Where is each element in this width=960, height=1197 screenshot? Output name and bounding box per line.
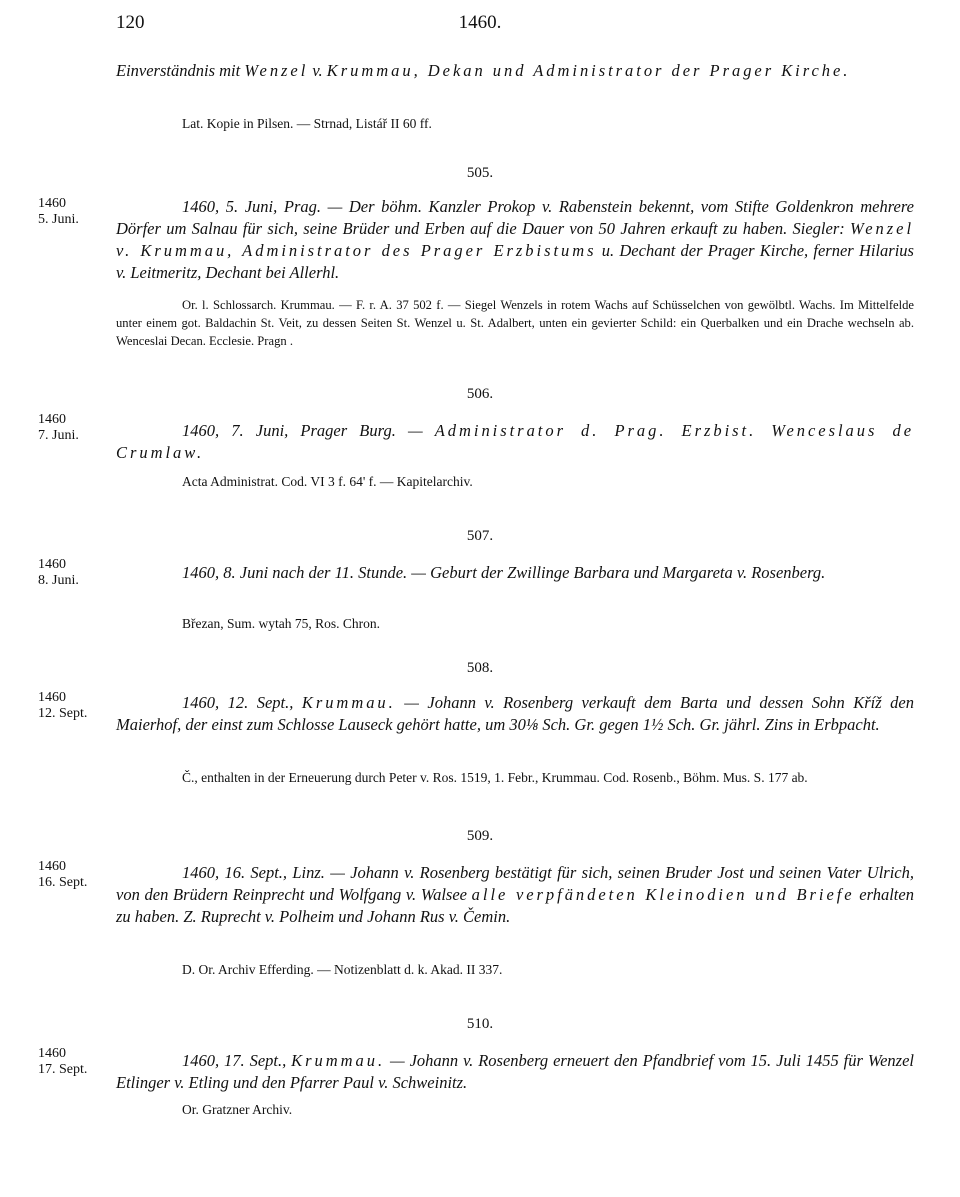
entry-title-a: 1460, 12. Sept.,: [182, 693, 302, 712]
entry-title-a: 1460, 7. Juni, Prager Burg. —: [182, 421, 435, 440]
entry-title: [116, 562, 914, 584]
entry-title-a: 1460, 16. Sept., Linz. — Johann v. Rosenberg bestätigt für sich, seinen Bruder Jost und seinen Vater Ulrich, von den Brüdern Reinprecht und Wolfgang v. Walsee: [116, 863, 914, 904]
margin-day: 8. Juni.: [38, 573, 79, 588]
intro-text: [116, 60, 914, 82]
margin-day: 7. Juni.: [38, 428, 79, 443]
margin-year: 1460: [38, 859, 66, 874]
margin-date: [38, 412, 110, 444]
entry-title-b: Wenzel v. Krummau, Administrator des Prager Erzbistums: [116, 219, 914, 260]
entry-source: D. Or. Archiv Efferding. — Notizenblatt d. k. Akad. II 337.: [182, 962, 503, 977]
entry-title: [116, 1050, 914, 1094]
margin-day: 16. Sept.: [38, 875, 88, 890]
margin-year: 1460: [38, 690, 66, 705]
margin-year: 1460: [38, 412, 66, 427]
entry-title: [116, 196, 914, 284]
entry-title-c: erhalten zu haben. Z. Ruprecht v. Polheim und Johann Rus v. Čemin.: [116, 885, 914, 926]
entry-title: [116, 420, 914, 464]
margin-day: 5. Juni.: [38, 212, 79, 227]
entry-title-b: Krummau.: [301, 693, 396, 712]
entry-number: 509.: [466, 828, 494, 844]
entry-source: Or. Gratzner Archiv.: [182, 1102, 293, 1117]
margin-day: 12. Sept.: [38, 706, 88, 721]
entry-title-a: 1460, 8. Juni nach der 11. Stunde. — Geburt der Zwillinge Barbara und Margareta v. Rosenberg.: [182, 563, 826, 582]
entry-title-b: alle verpfändeten Kleinodien und Briefe: [471, 885, 855, 904]
entry-title-b: Krummau.: [291, 1051, 386, 1070]
intro-text-a: Einverständnis mit: [116, 61, 245, 80]
intro-text-b: Wenzel: [244, 61, 309, 80]
margin-day: 17. Sept.: [38, 1062, 88, 1077]
margin-date: [38, 557, 110, 589]
intro-text-c: v.: [308, 61, 327, 80]
intro-text-d: Krummau,: [326, 61, 421, 80]
entry-source: Březan, Sum. wytah 75, Ros. Chron.: [182, 616, 380, 631]
entry-source: Acta Administrat. Cod. VI 3 f. 64' f. — Kapitelarchiv.: [182, 474, 473, 489]
margin-date: [38, 690, 110, 722]
margin-date: [38, 859, 110, 891]
entry-title-b: Administrator d. Prag. Erzbist. Wenceslaus de Crumlaw.: [116, 421, 914, 462]
intro-text-e: Dekan und Administrator der Prager Kirche.: [420, 61, 851, 80]
entry-number: 510.: [466, 1016, 494, 1032]
entry-number: 505.: [466, 165, 494, 181]
entry-title-a: 1460, 17. Sept.,: [182, 1051, 292, 1070]
entry-number: 508.: [466, 660, 494, 676]
entry-title: [116, 862, 914, 928]
margin-year: 1460: [38, 196, 66, 211]
page-number: 120: [116, 12, 145, 33]
entry-source: Č., enthalten in der Erneuerung durch Peter v. Ros. 1519, 1. Febr., Krummau. Cod. Rosenb., Böhm. Mus. S. 177 ab.: [182, 770, 808, 785]
entry-title-c: — Johann v. Rosenberg verkauft dem Barta und dessen Sohn Kříž den Maierhof, der einst zum Schlosse Lauseck gehört hatte, um 30⅛ Sch. Gr. gegen 1½ Sch. Gr. jährl. Zins in Erbpacht.: [116, 693, 914, 734]
entry-number: 506.: [466, 386, 494, 402]
entry-title-c: u. Dechant der Prager Kirche, ferner Hilarius v. Leitmeritz, Dechant bei Allerhl.: [116, 241, 914, 282]
margin-date: [38, 1046, 110, 1078]
entry-title-c: — Johann v. Rosenberg erneuert den Pfandbrief vom 15. Juli 1455 für Wenzel Etlinger v. Etling und den Pfarrer Paul v. Schweinitz.: [116, 1051, 914, 1092]
running-head-year: 1460.: [458, 12, 502, 33]
intro-source: Lat. Kopie in Pilsen. — Strnad, Listář II 60 ff.: [182, 116, 432, 131]
margin-year: 1460: [38, 1046, 66, 1061]
entry-source: Or. l. Schlossarch. Krummau. — F. r. A. 37 502 f. — Siegel Wenzels in rotem Wachs auf Schüsselchen von gewölbtl. Wachs. Im Mittelfelde unter einem got. Baldachin St. Veit, zu dessen Seiten St. Wenzel u. St. Adalbert, unten ein gevierter Schild: ein Querbalken und ein Drache wechseln ab. Wenceslai Decan. Ecclesie. Pragn .: [116, 298, 914, 348]
entry-number: 507.: [466, 528, 494, 544]
entry-title-a: 1460, 5. Juni, Prag. — Der böhm. Kanzler Prokop v. Rabenstein bekennt, vom Stifte Goldenkron mehrere Dörfer um Salnau für sich, seine Brüder und Erben auf die Dauer von 50 Jahren erkauft zu haben. Siegler:: [116, 197, 914, 238]
margin-year: 1460: [38, 557, 66, 572]
entry-title: [116, 692, 914, 736]
margin-date: [38, 196, 110, 228]
